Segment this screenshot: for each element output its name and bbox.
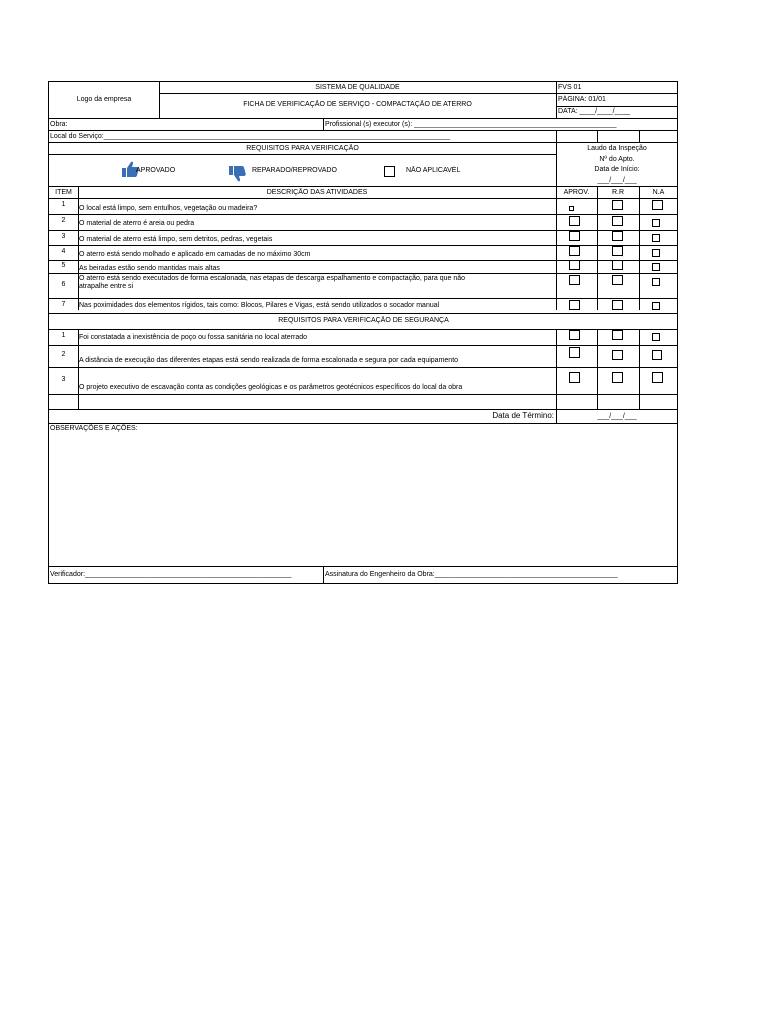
aprov-checkbox[interactable] [569, 216, 580, 226]
approved-legend-label: APROVADO [136, 167, 176, 174]
na-checkbox[interactable] [652, 200, 663, 210]
observations-area[interactable] [49, 434, 678, 565]
item-number: 2 [61, 351, 66, 358]
grid-line [597, 329, 598, 409]
page-number: PÁGINA: 01/01 [558, 96, 606, 103]
col-na-header: N.A [652, 189, 665, 196]
na-checkbox[interactable] [652, 249, 660, 257]
grid-line [556, 82, 557, 118]
col-item-header: ITEM [55, 189, 72, 196]
activity-description: O aterro está sendo executados de forma escalonada, nas etapas de descarga espalhamento e compactação, para que não [79, 275, 466, 282]
grid-line [49, 130, 678, 131]
safety-description: Foi constatada a inexistência de poço ou fossa sanitária no local aterrado [79, 334, 308, 341]
rr-checkbox[interactable] [612, 231, 623, 241]
item-number: 7 [61, 301, 66, 308]
observations-label: OBSERVAÇÕES E AÇÕES: [50, 425, 138, 432]
rr-checkbox[interactable] [612, 350, 623, 360]
data-inicio-label: Data de Início: [594, 166, 640, 173]
thumbs-down-icon [228, 165, 246, 182]
na-checkbox[interactable] [652, 302, 660, 310]
grid-line [323, 566, 324, 584]
grid-line [49, 409, 678, 410]
item-number: 6 [61, 281, 66, 288]
verification-section-title: REQUISITOS PARA VERIFICAÇÃO [246, 145, 359, 152]
item-number: 3 [61, 376, 66, 383]
grid-line [49, 142, 678, 143]
rr-checkbox[interactable] [612, 246, 623, 256]
aprov-checkbox[interactable] [569, 330, 580, 340]
grid-line [49, 198, 678, 199]
item-number: 5 [61, 262, 66, 269]
profissional-field[interactable]: Profissional (s) executor (s): ____________________________________________________ [325, 121, 617, 128]
inspection-form-sheet [48, 81, 678, 584]
company-logo-placeholder: Logo da empresa [76, 96, 132, 103]
not-applicable-legend-checkbox [384, 166, 395, 177]
activity-description-continued: atrapalhe entre si [79, 283, 134, 290]
rr-checkbox[interactable] [612, 200, 623, 210]
grid-line [49, 298, 678, 299]
grid-line [49, 214, 678, 215]
na-checkbox[interactable] [652, 278, 660, 286]
col-rr-header: R.R [611, 189, 625, 196]
aprov-checkbox[interactable] [569, 372, 580, 383]
aprov-checkbox[interactable] [569, 206, 574, 211]
col-aprov-header: APROV. [563, 189, 590, 196]
aprov-checkbox[interactable] [569, 246, 580, 256]
grid-line [639, 130, 640, 142]
item-number: 4 [61, 248, 66, 255]
rr-checkbox[interactable] [612, 300, 623, 310]
item-number: 3 [61, 233, 66, 240]
form-code: FVS 01 [558, 84, 582, 91]
grid-line [49, 260, 678, 261]
na-checkbox[interactable] [652, 219, 660, 227]
aprov-checkbox[interactable] [569, 231, 580, 241]
grid-line [159, 93, 678, 94]
apto-label: Nº do Apto. [599, 156, 635, 163]
grid-line [49, 313, 678, 314]
rr-checkbox[interactable] [612, 275, 623, 285]
form-title: FICHA DE VERIFICAÇÃO DE SERVIÇO - COMPACTAÇÃO DE ATERRO [243, 101, 472, 108]
grid-line [597, 130, 598, 142]
safety-description: O projeto executivo de escavação conta as condições geológicas e os parâmetros geotécnicos específicos do local da obra [79, 384, 463, 391]
item-number: 1 [61, 332, 66, 339]
engineer-signature-field[interactable]: Assinatura do Engenheiro da Obra:_______________________________________________ [325, 571, 618, 578]
system-title: SISTEMA DE QUALIDADE [315, 84, 400, 91]
grid-line [49, 566, 678, 567]
activity-description: O material de aterro está limpo, sem detritos, pedras, vegetais [79, 236, 273, 243]
grid-line [49, 394, 678, 395]
rr-checkbox[interactable] [612, 216, 623, 226]
grid-line [639, 329, 640, 409]
grid-line [49, 367, 678, 368]
activity-description: Nas poximidades dos elementos rígidos, tais como: Blocos, Pilares e Vigas, está sendo utilizados o socador manual [79, 302, 440, 309]
grid-line [49, 154, 556, 155]
grid-line [49, 186, 678, 187]
activity-description: O aterro está sendo molhado e aplicado em camadas de no máximo 30cm [79, 251, 311, 258]
grid-line [556, 130, 557, 142]
rr-checkbox[interactable] [612, 330, 623, 340]
aprov-checkbox[interactable] [569, 260, 580, 270]
aprov-checkbox[interactable] [569, 347, 580, 358]
rr-checkbox[interactable] [612, 372, 623, 383]
grid-line [556, 186, 557, 310]
not-applicable-legend-label: NÃO APLICAVÉL [406, 167, 461, 174]
activity-description: O material de aterro é areia ou pedra [79, 220, 195, 227]
grid-line [49, 118, 678, 119]
na-checkbox[interactable] [652, 350, 662, 360]
item-number: 1 [61, 201, 66, 208]
safety-section-title: REQUISITOS PARA VERIFICAÇÃO DE SEGURANÇA [278, 317, 449, 324]
na-checkbox[interactable] [652, 372, 663, 383]
date-field[interactable]: DATA: ____/____/____ [558, 108, 631, 115]
grid-line [49, 245, 678, 246]
data-termino-value[interactable]: ___/___/___ [597, 413, 637, 420]
col-description-header: DESCRIÇÃO DAS ATIVIDADES [266, 189, 368, 196]
na-checkbox[interactable] [652, 234, 660, 242]
grid-line [49, 329, 678, 330]
grid-line [597, 186, 598, 310]
data-inicio-value[interactable]: ___/___/___ [597, 177, 637, 184]
activity-description: As beiradas estão sendo mantidas mais altas [79, 265, 220, 272]
verificador-field[interactable]: Verificador:_____________________________________________________ [50, 571, 292, 578]
activity-description: O local está limpo, sem entulhos, vegetação ou madeira? [79, 205, 258, 212]
laudo-label: Laudo da Inspeção [587, 145, 647, 152]
na-checkbox[interactable] [652, 263, 660, 271]
grid-line [49, 230, 678, 231]
grid-line [49, 345, 678, 346]
rr-checkbox[interactable] [612, 260, 623, 270]
grid-line [639, 186, 640, 310]
item-number: 2 [61, 217, 66, 224]
aprov-checkbox[interactable] [569, 275, 580, 285]
data-termino-label: Data de Término: [492, 411, 554, 420]
na-checkbox[interactable] [652, 333, 660, 341]
grid-line [323, 118, 324, 130]
local-servico-field[interactable]: Local do Serviço:_________________________________________________________________________________________ [50, 133, 451, 140]
reproved-legend-label: REPARADO/REPROVADO [252, 167, 337, 174]
safety-description: A distância de execução das diferentes etapas está sendo realizada de forma escalonada e segura por cada equipamento [79, 357, 459, 364]
obra-field[interactable]: Obra: [50, 121, 68, 128]
aprov-checkbox[interactable] [569, 300, 580, 310]
